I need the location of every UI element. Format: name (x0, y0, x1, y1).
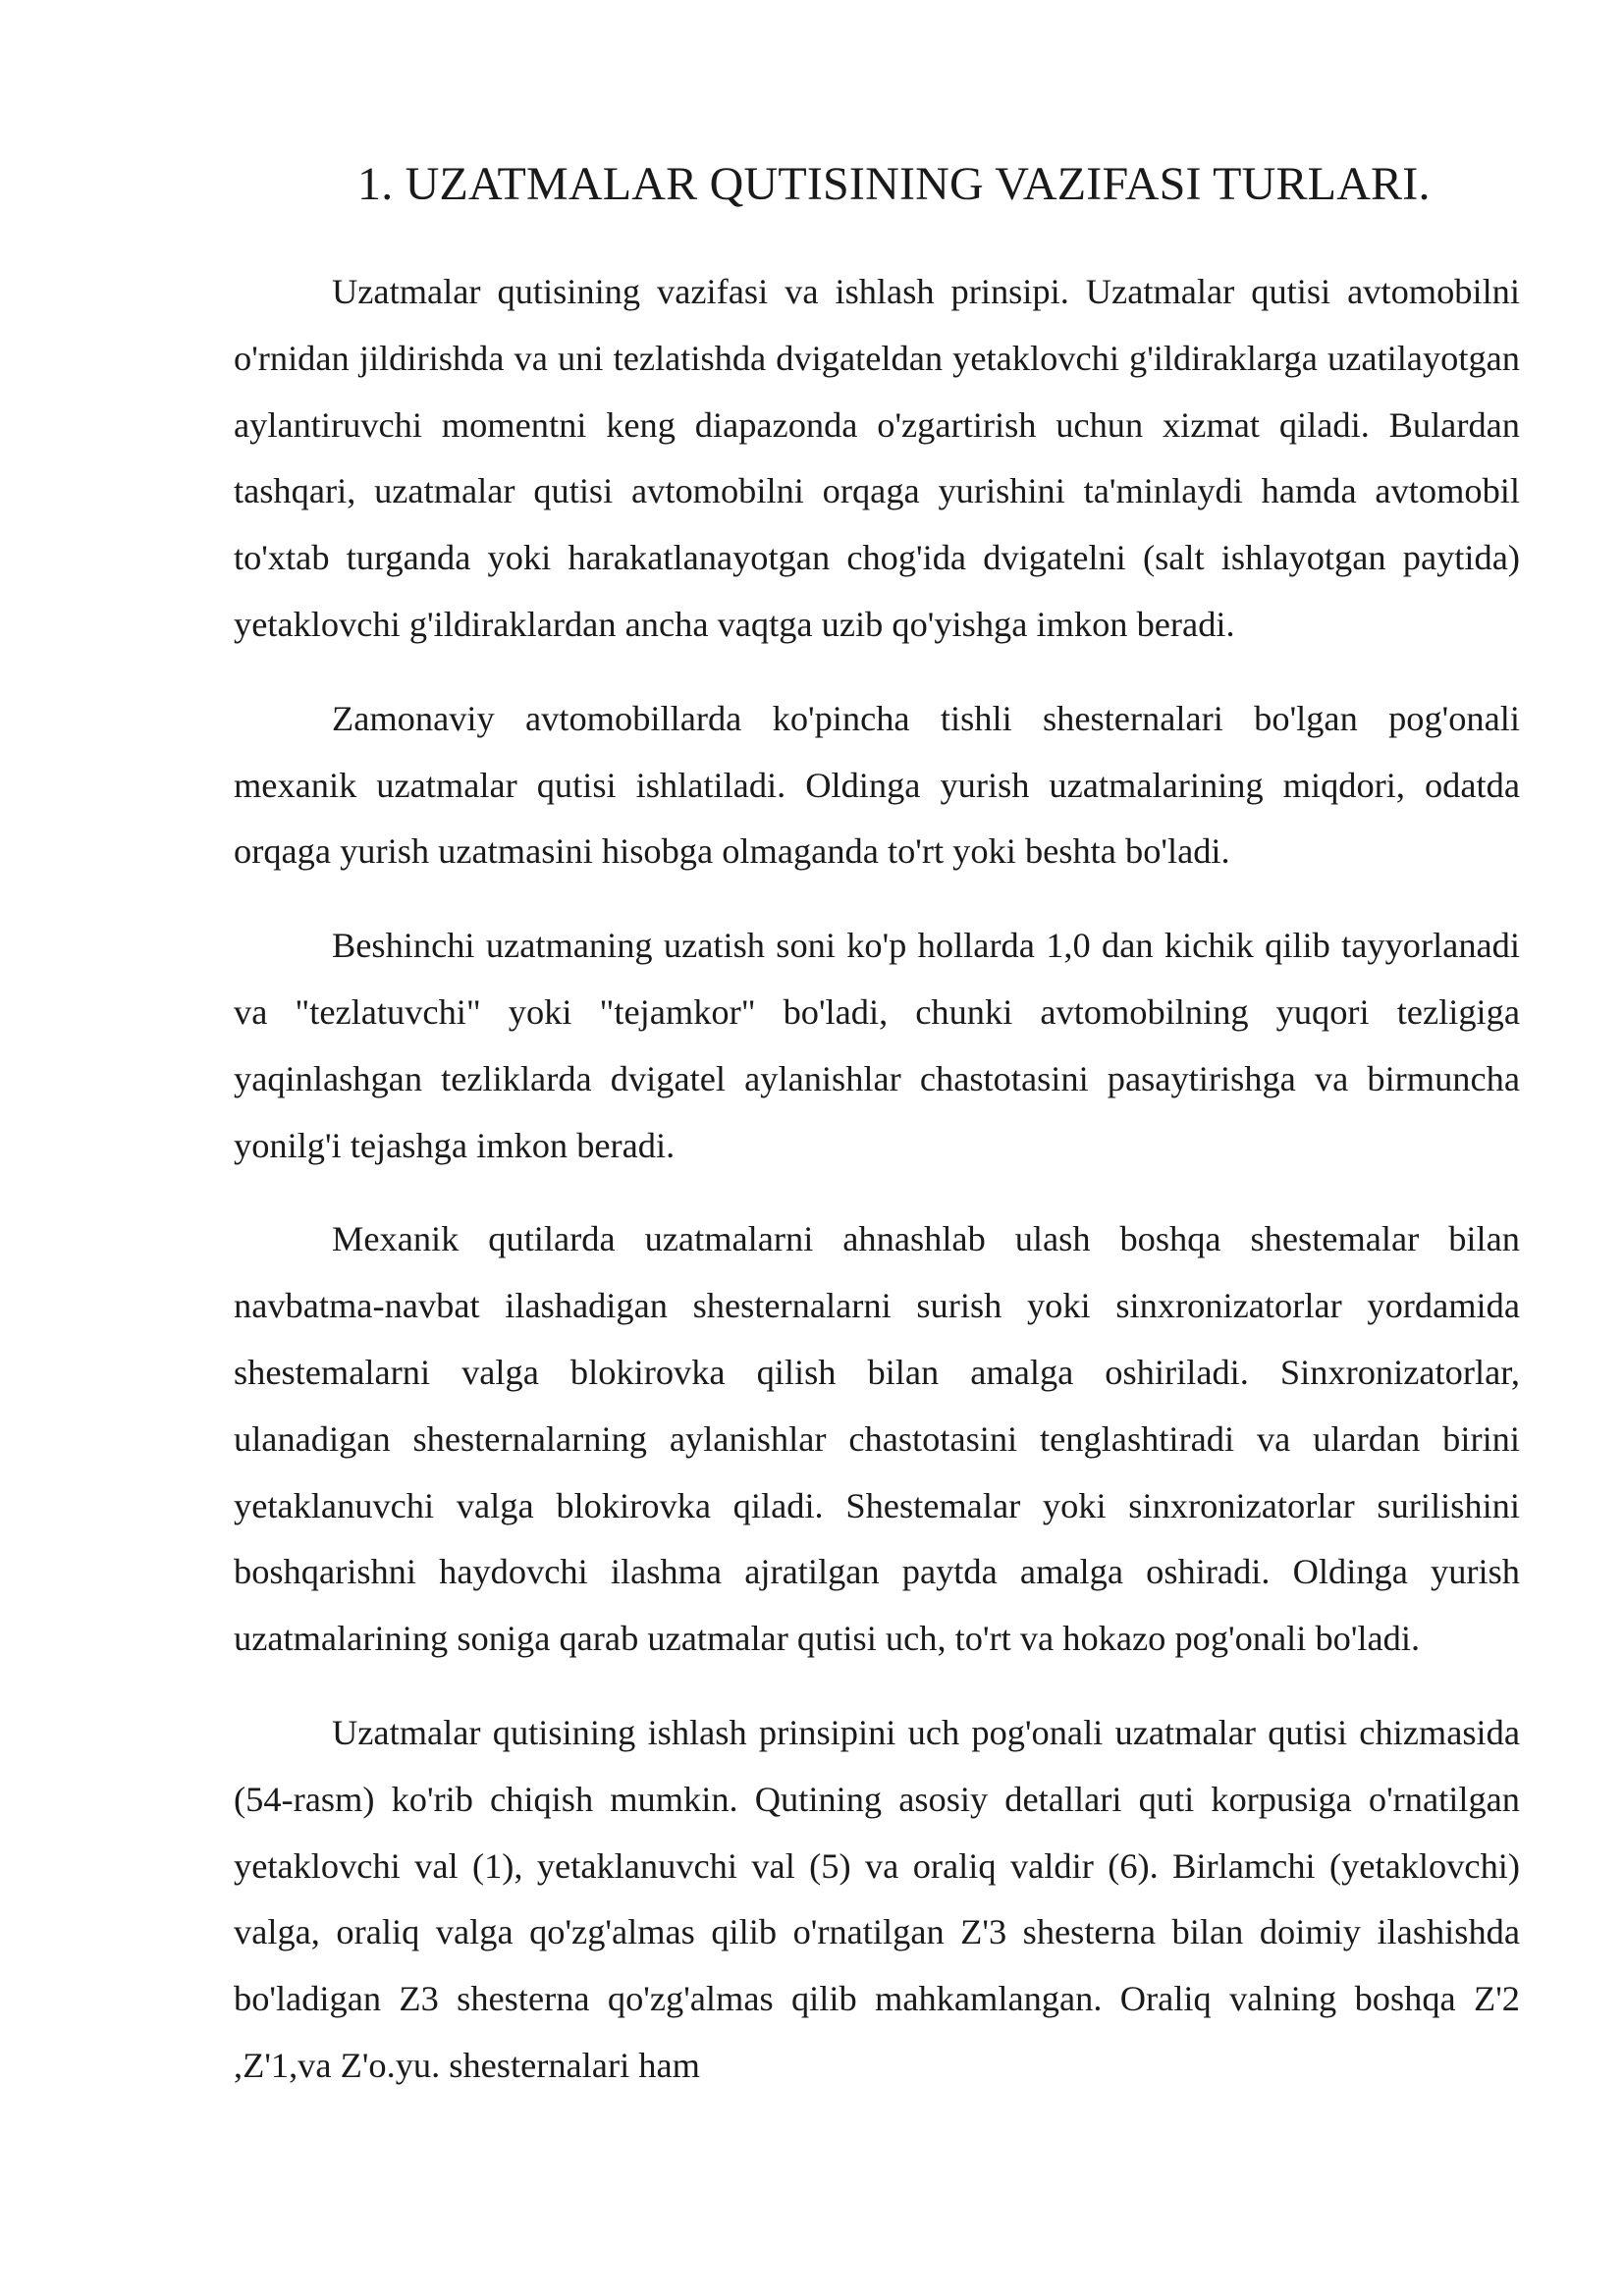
document-title: 1. UZATMALAR QUTISINING VAZIFASI TURLARI. (357, 158, 1431, 210)
document-body (234, 259, 1520, 2127)
paragraph-gear-shifting: Mexanik qutilarda uzatmalarni ahnashlab ulash boshqa shestemalar bilan navbatma-navbat ilashadigan shesternalarni surish yoki sinxronizatorlar yordamida shestemalarni valga blokirovka qilish bilan amalga oshiriladi. Sinxronizatorlar, ulanadigan shesternalarning aylanishlar chastotasini tenglashtiradi va ulardan birini yetaklanuvchi valga blokirovka qiladi. Shestemalar yoki sinxronizatorlar surilishini boshqarishni haydovchi ilashma ajratilgan paytda amalga oshiradi. Oldinga yurish uzatmalarining soniga qarab uzatmalar qutisi uch, to'rt va hokazo pog'onali bo'ladi. (234, 1219, 1520, 1659)
paragraph-working-principle: Uzatmalar qutisining ishlash prinsipini uch pog'onali uzatmalar qutisi chizmasida (54-rasm) ko'rib chiqish mumkin. Qutining asosiy detallari quti korpusiga o'rnatilgan yetaklovchi val (1), yetaklanuvchi val (5) va oraliq valdir (6). Birlamchi (yetaklovchi) valga, oraliq valga qo'zg'almas qilib o'rnatilgan Z'3 shesterna bilan doimiy ilashishda bo'ladigan Z3 shesterna qo'zg'almas qilib mahkamlangan. Oraliq valning boshqa Z'2 ,Z'1,va Z'o.yu. shesternalari ham (234, 1712, 1520, 2085)
paragraph-purpose: Uzatmalar qutisining vazifasi va ishlash prinsipi. Uzatmalar qutisi avtomobilni o'rnidan jildirishda va uni tezlatishda dvigateldan yetaklovchi g'ildiraklarga uzatilayotgan aylantiruvchi momentni keng diapazonda o'zgartirish uchun xizmat qiladi. Bulardan tashqari, uzatmalar qutisi avtomobilni orqaga yurishini ta'minlaydi hamda avtomobil to'xtab turganda yoki harakatlanayotgan chog'ida dvigatelni (salt ishlayotgan paytida) yetaklovchi g'ildiraklardan ancha vaqtga uzib qo'yishga imkon beradi. (234, 272, 1520, 644)
paragraph-modern-gearboxes: Zamonaviy avtomobillarda ko'pincha tishli shesternalari bo'lgan pog'onali mexanik uzatmalar qutisi ishlatiladi. Oldinga yurish uzatmalarining miqdori, odatda orqaga yurish uzatmasini hisobga olmaganda to'rt yoki beshta bo'ladi. (234, 698, 1520, 872)
paragraph-fifth-gear: Beshinchi uzatmaning uzatish soni ko'p hollarda 1,0 dan kichik qilib tayyorlanadi va "tezlatuvchi" yoki "tejamkor" bo'ladi, chunki avtomobilning yuqori tezligiga yaqinlashgan tezliklarda dvigatel aylanishlar chastotasini pasaytirishga va birmuncha yonilg'i tejashga imkon beradi. (234, 926, 1520, 1165)
